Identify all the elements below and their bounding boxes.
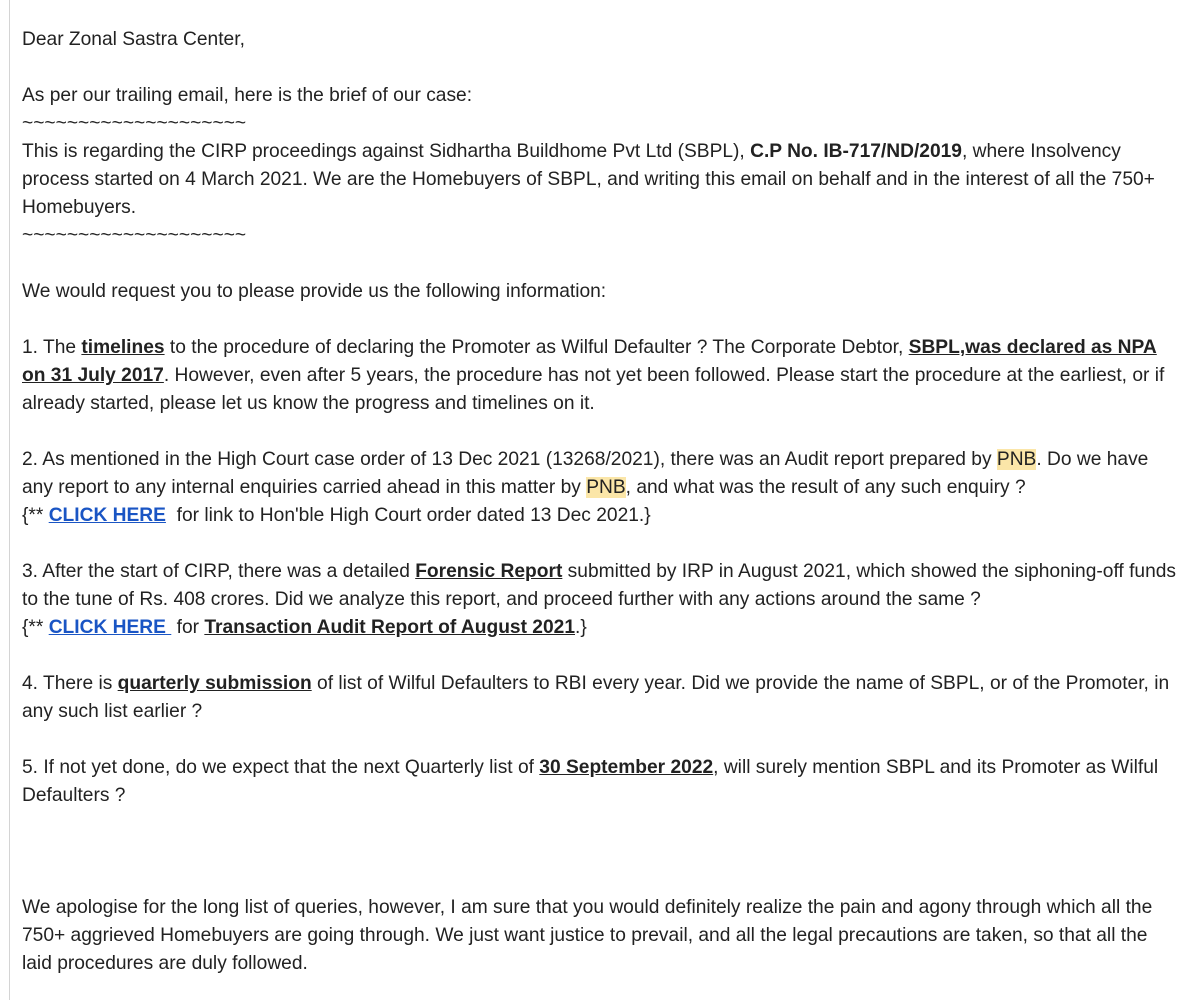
intro-line: As per our trailing email, here is the brief of our case: xyxy=(22,85,473,106)
quarterly-submission-emphasis: quarterly submission xyxy=(117,673,312,694)
separator-top: ~~~~~~~~~~~~~~~~~~~~ xyxy=(22,113,247,134)
timelines-emphasis: timelines xyxy=(81,337,165,358)
forensic-report-emphasis: Forensic Report xyxy=(415,561,563,582)
query-1: 1. The timelines to the procedure of declaring the Promoter as Wilful Defaulter ? The Corporate Debtor, SBPL,was declared as NPA on 31 July 2017. However, even after 5 years, the procedure has not yet been followed. Please start the procedure at the earliest, or if already started, please let us know the progress and timelines on it. xyxy=(22,337,1165,414)
pnb-highlight-2: PNB xyxy=(586,477,626,498)
quote-border xyxy=(9,0,10,1000)
high-court-order-link[interactable]: CLICK HERE xyxy=(48,505,166,526)
query-3: 3. After the start of CIRP, there was a detailed Forensic Report submitted by IRP in August 2021, which showed the siphoning-off funds to the tune of Rs. 408 crores. Did we analyze this report, and proceed further with any actions around the same ? xyxy=(22,561,1177,610)
query-2-link-line: {** CLICK HERE for link to Hon'ble High Court order dated 13 Dec 2021.} xyxy=(22,505,651,526)
pnb-highlight-1: PNB xyxy=(996,449,1037,470)
npa-emphasis: SBPL,was declared as NPA on 31 July 2017 xyxy=(22,337,1157,386)
case-number: C.P No. IB-717/ND/2019 xyxy=(750,141,962,162)
email-body xyxy=(22,26,1182,978)
request-line: We would request you to please provide us the following information: xyxy=(22,281,607,302)
separator-bottom: ~~~~~~~~~~~~~~~~~~~~ xyxy=(22,225,247,246)
query-4: 4. There is quarterly submission of list of Wilful Defaulters to RBI every year. Did we provide the name of SBPL, or of the Promoter, in any such list earlier ? xyxy=(22,673,1170,722)
query-5: 5. If not yet done, do we expect that the next Quarterly list of 30 September 2022, will surely mention SBPL and its Promoter as Wilful Defaulters ? xyxy=(22,757,1159,806)
audit-report-link[interactable]: CLICK HERE xyxy=(48,617,172,638)
case-brief: This is regarding the CIRP proceedings against Sidhartha Buildhome Pvt Ltd (SBPL), C.P No. IB-717/ND/2019, where Insolvency process started on 4 March 2021. We are the Homebuyers of SBPL, and writing this email on behalf and in the interest of all the 750+ Homebuyers. xyxy=(22,141,1155,218)
greeting: Dear Zonal Sastra Center, xyxy=(22,29,245,50)
query-2: 2. As mentioned in the High Court case order of 13 Dec 2021 (13268/2021), there was an Audit report prepared by PNB. Do we have any report to any internal enquiries carried ahead in this matter by PNB, and what was the result of any such enquiry ? xyxy=(22,449,1149,498)
date-emphasis: 30 September 2022 xyxy=(539,757,714,778)
audit-report-emphasis: Transaction Audit Report of August 2021 xyxy=(204,617,575,638)
closing-paragraph: We apologise for the long list of queries, however, I am sure that you would definitely realize the pain and agony through which all the 750+ aggrieved Homebuyers are going through. We just want justice to prevail, and all the legal precautions are taken, so that all the laid procedures are duly followed. xyxy=(22,897,1153,974)
query-3-link-line: {** CLICK HERE for Transaction Audit Report of August 2021.} xyxy=(22,617,587,638)
